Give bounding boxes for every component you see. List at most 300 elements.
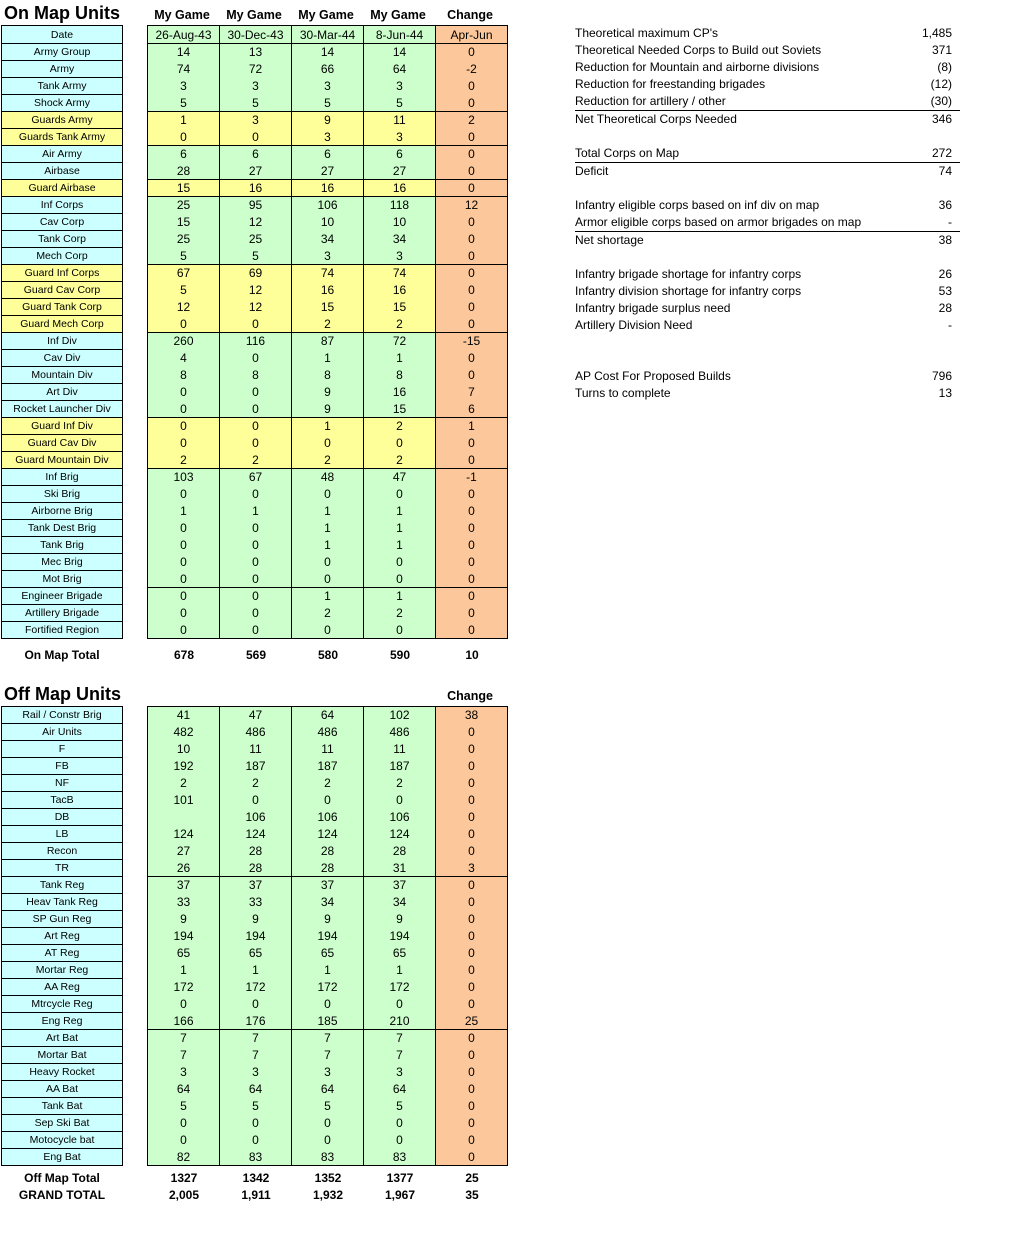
- value-cell: 5: [220, 248, 292, 265]
- value-cell: 34: [364, 231, 436, 248]
- change-cell: 0: [436, 758, 508, 775]
- table-row: [2, 741, 508, 758]
- value-cell: 0: [292, 622, 364, 639]
- value-cell: 0: [148, 316, 220, 333]
- summary-label: Infantry brigade surplus need: [575, 301, 731, 315]
- value-cell: 5: [148, 248, 220, 265]
- value-cell: 3: [364, 78, 436, 95]
- row-label: Eng Bat: [2, 1149, 123, 1166]
- change-cell: 0: [436, 503, 508, 520]
- value-cell: 13: [220, 44, 292, 61]
- spacer: [123, 809, 148, 826]
- table-row: [2, 724, 508, 741]
- spacer: [123, 554, 148, 571]
- summary-row: [575, 76, 960, 93]
- total-value: 1377: [386, 1171, 414, 1185]
- change-cell: 0: [436, 996, 508, 1013]
- change-cell: 0: [436, 265, 508, 282]
- spacer: [123, 78, 148, 95]
- change-cell: 0: [436, 163, 508, 180]
- value-cell: 1: [364, 520, 436, 537]
- summary-row: [575, 128, 960, 145]
- value-cell: 5: [220, 1098, 292, 1115]
- value-cell: 25: [220, 231, 292, 248]
- value-cell: 5: [292, 1098, 364, 1115]
- value-cell: 0: [220, 571, 292, 588]
- row-label: Guard Inf Corps: [2, 265, 123, 282]
- change-cell: 0: [436, 282, 508, 299]
- table-row: [2, 367, 508, 384]
- total-value: 678: [173, 648, 195, 662]
- value-cell: 9: [148, 911, 220, 928]
- change-cell: 0: [436, 843, 508, 860]
- date-cell: 30-Mar-44: [292, 26, 364, 44]
- value-cell: 2: [148, 775, 220, 792]
- row-label: Guard Mech Corp: [2, 316, 123, 333]
- change-cell: 0: [436, 452, 508, 469]
- value-cell: 7: [220, 1030, 292, 1047]
- value-cell: 33: [220, 894, 292, 911]
- value-cell: 15: [148, 214, 220, 231]
- change-cell: 38: [436, 707, 508, 724]
- value-cell: 10: [148, 741, 220, 758]
- change-cell: 0: [436, 435, 508, 452]
- spacer: [123, 112, 148, 129]
- summary-value: (12): [930, 77, 952, 91]
- value-cell: 1: [292, 962, 364, 979]
- value-cell: 64: [148, 1081, 220, 1098]
- value-cell: 3: [292, 129, 364, 146]
- table-row: [2, 962, 508, 979]
- spacer: [123, 894, 148, 911]
- table-row: [2, 758, 508, 775]
- change-cell: 0: [436, 231, 508, 248]
- table-row: [2, 945, 508, 962]
- row-label: Guard Inf Div: [2, 418, 123, 435]
- value-cell: 5: [220, 95, 292, 112]
- spacer: [123, 996, 148, 1013]
- change-cell: 0: [436, 809, 508, 826]
- value-cell: 28: [292, 843, 364, 860]
- value-cell: 2: [364, 605, 436, 622]
- value-cell: 0: [220, 129, 292, 146]
- table-row: [2, 877, 508, 894]
- summary-value: (30): [930, 94, 952, 108]
- change-cell: 0: [436, 1030, 508, 1047]
- value-cell: 27: [364, 163, 436, 180]
- spacer: [123, 1098, 148, 1115]
- row-label: Tank Dest Brig: [2, 520, 123, 537]
- value-cell: 0: [292, 792, 364, 809]
- value-cell: 3: [292, 1064, 364, 1081]
- col-header-2: My Game: [226, 8, 282, 22]
- summary-label: Turns to complete: [575, 386, 671, 400]
- col-header-1: My Game: [154, 8, 210, 22]
- change-cell: 7: [436, 384, 508, 401]
- spacer: [123, 384, 148, 401]
- table-row: [2, 1013, 508, 1030]
- spacer: [123, 1047, 148, 1064]
- summary-label: Net Theoretical Corps Needed: [575, 112, 737, 126]
- value-cell: 37: [292, 877, 364, 894]
- value-cell: 210: [364, 1013, 436, 1030]
- table-row: [2, 452, 508, 469]
- summary-label: Reduction for Mountain and airborne divisions: [575, 60, 820, 74]
- value-cell: 41: [148, 707, 220, 724]
- spacer: [123, 826, 148, 843]
- change-cell: 25: [436, 1013, 508, 1030]
- value-cell: 34: [292, 894, 364, 911]
- value-cell: 74: [292, 265, 364, 282]
- change-cell: 0: [436, 792, 508, 809]
- change-cell: 0: [436, 724, 508, 741]
- row-label: Inf Corps: [2, 197, 123, 214]
- summary-label: Reduction for artillery / other: [575, 94, 726, 108]
- table-row: [2, 894, 508, 911]
- value-cell: 124: [148, 826, 220, 843]
- spacer: [123, 61, 148, 78]
- value-cell: 172: [292, 979, 364, 996]
- value-cell: 185: [292, 1013, 364, 1030]
- value-cell: 5: [292, 95, 364, 112]
- value-cell: 486: [364, 724, 436, 741]
- change-cell: 0: [436, 1081, 508, 1098]
- value-cell: 9: [292, 112, 364, 129]
- total-label: GRAND TOTAL: [18, 1188, 106, 1202]
- change-cell: 0: [436, 180, 508, 197]
- spacer: [123, 197, 148, 214]
- summary-row: [575, 25, 960, 42]
- row-label: Artillery Brigade: [2, 605, 123, 622]
- value-cell: 16: [364, 384, 436, 401]
- value-cell: 194: [220, 928, 292, 945]
- row-label: Guards Army: [2, 112, 123, 129]
- on-map-title: On Map Units: [4, 3, 120, 23]
- value-cell: 0: [148, 401, 220, 418]
- value-cell: 10: [364, 214, 436, 231]
- table-row: [2, 928, 508, 945]
- row-label: Rail / Constr Brig: [2, 707, 123, 724]
- change-cell: 0: [436, 826, 508, 843]
- value-cell: 124: [364, 826, 436, 843]
- total-label: On Map Total: [24, 648, 100, 662]
- spacer: [123, 945, 148, 962]
- summary-panel: [575, 25, 960, 402]
- summary-value: -: [948, 215, 952, 229]
- summary-row: [575, 214, 960, 232]
- value-cell: 0: [148, 554, 220, 571]
- value-cell: 2: [364, 316, 436, 333]
- value-cell: 33: [148, 894, 220, 911]
- summary-value: (8): [937, 60, 952, 74]
- row-label: Tank Reg: [2, 877, 123, 894]
- row-label: NF: [2, 775, 123, 792]
- value-cell: 28: [220, 860, 292, 877]
- value-cell: 28: [220, 843, 292, 860]
- table-row: [2, 588, 508, 605]
- change-cell: 0: [436, 741, 508, 758]
- table-row: [2, 537, 508, 554]
- row-label: TR: [2, 860, 123, 877]
- spacer: [123, 299, 148, 316]
- value-cell: 3: [364, 248, 436, 265]
- value-cell: 67: [148, 265, 220, 282]
- change-cell: 0: [436, 1047, 508, 1064]
- value-cell: 6: [220, 146, 292, 163]
- table-row: [2, 1149, 508, 1166]
- value-cell: 2: [364, 418, 436, 435]
- table-row: [2, 231, 508, 248]
- value-cell: 172: [220, 979, 292, 996]
- value-cell: 194: [292, 928, 364, 945]
- spacer: [123, 1132, 148, 1149]
- value-cell: 3: [292, 248, 364, 265]
- summary-row: [575, 163, 960, 180]
- change-cell: 0: [436, 588, 508, 605]
- value-cell: 74: [364, 265, 436, 282]
- summary-row: [575, 111, 960, 128]
- change-cell: 0: [436, 248, 508, 265]
- value-cell: 2: [292, 316, 364, 333]
- table-row: [2, 571, 508, 588]
- value-cell: 102: [364, 707, 436, 724]
- table-row: [2, 265, 508, 282]
- value-cell: 4: [148, 350, 220, 367]
- spacer: [123, 401, 148, 418]
- row-label: Motocycle bat: [2, 1132, 123, 1149]
- spacer: [123, 928, 148, 945]
- row-label: Rocket Launcher Div: [2, 401, 123, 418]
- value-cell: 11: [364, 741, 436, 758]
- value-cell: 1: [364, 962, 436, 979]
- row-label: Mountain Div: [2, 367, 123, 384]
- summary-label: Infantry eligible corps based on inf div on map: [575, 198, 820, 212]
- spacer: [123, 1064, 148, 1081]
- spacer: [123, 707, 148, 724]
- spacer: [123, 588, 148, 605]
- value-cell: 0: [220, 418, 292, 435]
- table-row: [2, 1081, 508, 1098]
- value-cell: 3: [220, 78, 292, 95]
- change-cell: 0: [436, 911, 508, 928]
- spacer: [123, 418, 148, 435]
- row-label: Army Group: [2, 44, 123, 61]
- row-label: Ski Brig: [2, 486, 123, 503]
- spacer: [123, 962, 148, 979]
- change-cell: 0: [436, 1149, 508, 1166]
- total-value: 10: [465, 648, 479, 662]
- value-cell: 87: [292, 333, 364, 350]
- change-cell: 0: [436, 299, 508, 316]
- value-cell: 0: [220, 996, 292, 1013]
- spacer: [123, 1115, 148, 1132]
- summary-label: Infantry brigade shortage for infantry corps: [575, 267, 802, 281]
- date-cell: Apr-Jun: [436, 26, 508, 44]
- col-header-4: My Game: [370, 8, 426, 22]
- value-cell: 16: [364, 180, 436, 197]
- change-cell: -2: [436, 61, 508, 78]
- change-cell: 2: [436, 112, 508, 129]
- summary-row: [575, 334, 960, 351]
- value-cell: 106: [292, 809, 364, 826]
- table-row: [2, 996, 508, 1013]
- row-label: FB: [2, 758, 123, 775]
- change-cell: 0: [436, 486, 508, 503]
- value-cell: 95: [220, 197, 292, 214]
- summary-row: [575, 180, 960, 197]
- value-cell: 0: [364, 486, 436, 503]
- value-cell: 1: [292, 520, 364, 537]
- date-label: Date: [2, 26, 123, 44]
- value-cell: 69: [220, 265, 292, 282]
- row-label: Airborne Brig: [2, 503, 123, 520]
- summary-row: [575, 385, 960, 402]
- table-row: [2, 1064, 508, 1081]
- value-cell: 9: [292, 401, 364, 418]
- value-cell: 65: [148, 945, 220, 962]
- value-cell: 83: [292, 1149, 364, 1166]
- spacer: [123, 26, 148, 44]
- value-cell: 25: [148, 197, 220, 214]
- spacer: [123, 605, 148, 622]
- row-label: Tank Brig: [2, 537, 123, 554]
- value-cell: 0: [220, 605, 292, 622]
- value-cell: 1: [364, 537, 436, 554]
- row-label: Guards Tank Army: [2, 129, 123, 146]
- value-cell: 2: [292, 775, 364, 792]
- value-cell: 65: [292, 945, 364, 962]
- value-cell: 0: [364, 996, 436, 1013]
- value-cell: 72: [364, 333, 436, 350]
- value-cell: 1: [148, 503, 220, 520]
- value-cell: 16: [364, 282, 436, 299]
- value-cell: 1: [292, 418, 364, 435]
- spacer: [123, 1030, 148, 1047]
- spacer: [123, 758, 148, 775]
- value-cell: 0: [364, 554, 436, 571]
- summary-row: [575, 145, 960, 163]
- total-value: 2,005: [168, 1188, 200, 1202]
- value-cell: 0: [292, 1132, 364, 1149]
- table-row: [2, 1098, 508, 1115]
- spacer: [123, 486, 148, 503]
- spacer: [123, 520, 148, 537]
- summary-value: 28: [938, 301, 952, 315]
- change-cell: 0: [436, 520, 508, 537]
- spacer: [123, 792, 148, 809]
- table-row: [2, 248, 508, 265]
- value-cell: 11: [220, 741, 292, 758]
- value-cell: 172: [148, 979, 220, 996]
- summary-row: [575, 59, 960, 76]
- row-label: Tank Corp: [2, 231, 123, 248]
- summary-value: 26: [938, 267, 952, 281]
- value-cell: 0: [292, 435, 364, 452]
- summary-row: [575, 249, 960, 266]
- row-label: Cav Corp: [2, 214, 123, 231]
- value-cell: 10: [292, 214, 364, 231]
- summary-row: [575, 300, 960, 317]
- value-cell: 0: [148, 605, 220, 622]
- change-cell: 0: [436, 1132, 508, 1149]
- summary-label: Armor eligible corps based on armor brigades on map: [575, 215, 862, 229]
- change-cell: 0: [436, 979, 508, 996]
- value-cell: 0: [220, 350, 292, 367]
- value-cell: 48: [292, 469, 364, 486]
- row-label: Engineer Brigade: [2, 588, 123, 605]
- row-label: Inf Brig: [2, 469, 123, 486]
- value-cell: 82: [148, 1149, 220, 1166]
- value-cell: 2: [292, 605, 364, 622]
- value-cell: 2: [220, 452, 292, 469]
- value-cell: 187: [364, 758, 436, 775]
- table-row: [2, 146, 508, 163]
- summary-value: 38: [938, 233, 952, 247]
- value-cell: 3: [292, 78, 364, 95]
- value-cell: [148, 809, 220, 826]
- value-cell: 194: [364, 928, 436, 945]
- table-row: [2, 1047, 508, 1064]
- summary-label: Deficit: [575, 164, 609, 178]
- row-label: Fortified Region: [2, 622, 123, 639]
- summary-value: 272: [931, 146, 952, 160]
- table-row: [2, 1132, 508, 1149]
- spacer: [123, 231, 148, 248]
- value-cell: 9: [292, 384, 364, 401]
- off-map-table: [1, 706, 508, 1166]
- summary-row: [575, 368, 960, 385]
- value-cell: 8: [148, 367, 220, 384]
- change-cell: 0: [436, 877, 508, 894]
- spacer: [123, 180, 148, 197]
- total-value: 25: [465, 1171, 479, 1185]
- row-label: Recon: [2, 843, 123, 860]
- spacer: [123, 622, 148, 639]
- value-cell: 0: [220, 520, 292, 537]
- row-label: Shock Army: [2, 95, 123, 112]
- value-cell: 1: [292, 503, 364, 520]
- row-label: Heav Tank Reg: [2, 894, 123, 911]
- change-cell: 0: [436, 129, 508, 146]
- table-row: [2, 860, 508, 877]
- value-cell: 116: [220, 333, 292, 350]
- table-row: [2, 1030, 508, 1047]
- value-cell: 106: [292, 197, 364, 214]
- value-cell: 5: [148, 1098, 220, 1115]
- value-cell: 6: [148, 146, 220, 163]
- value-cell: 15: [364, 299, 436, 316]
- value-cell: 9: [292, 911, 364, 928]
- row-label: Art Div: [2, 384, 123, 401]
- spacer: [123, 282, 148, 299]
- row-label: SP Gun Reg: [2, 911, 123, 928]
- value-cell: 37: [148, 877, 220, 894]
- value-cell: 3: [364, 129, 436, 146]
- row-label: Mtrcycle Reg: [2, 996, 123, 1013]
- off-map-title: Off Map Units: [4, 684, 121, 704]
- spacer: [123, 1149, 148, 1166]
- change-cell: 1: [436, 418, 508, 435]
- date-cell: 8-Jun-44: [364, 26, 436, 44]
- value-cell: 118: [364, 197, 436, 214]
- value-cell: 15: [364, 401, 436, 418]
- value-cell: 14: [292, 44, 364, 61]
- value-cell: 0: [292, 486, 364, 503]
- row-label: Guard Cav Div: [2, 435, 123, 452]
- table-row: [2, 707, 508, 724]
- change-cell: 0: [436, 78, 508, 95]
- value-cell: 0: [220, 316, 292, 333]
